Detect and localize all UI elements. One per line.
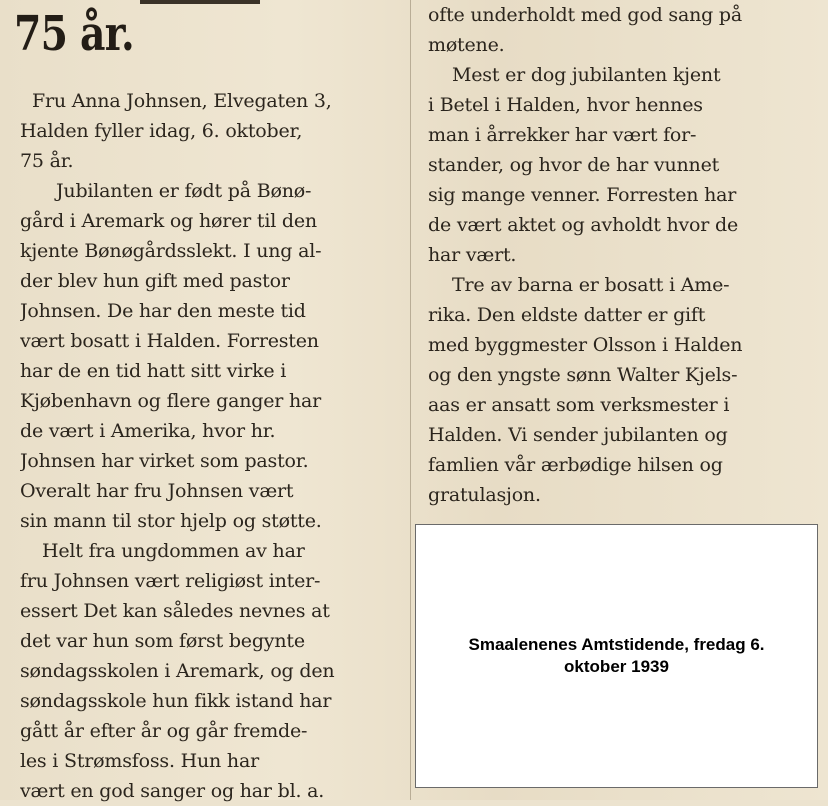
source-caption: Smaalenenes Amtstidende, fredag 6. oktober 1939	[468, 635, 765, 676]
text-line: Jubilanten er født på Bønø-	[56, 180, 312, 202]
text-line: 75 år.	[20, 150, 74, 172]
text-line: gått år efter år og går fremde-	[20, 720, 308, 742]
text-line: stander, og hvor de har vunnet	[428, 154, 720, 176]
text-line: de vært aktet og avholdt hvor de	[428, 214, 739, 236]
text-line: Overalt har fru Johnsen vært	[20, 480, 294, 502]
text-line: med byggmester Olsson i Halden	[428, 334, 743, 356]
text-line: ofte underholdt med god sang på	[428, 4, 743, 26]
text-line: Helt fra ungdommen av har	[42, 540, 305, 562]
text-line: gård i Aremark og hører til den	[20, 210, 317, 232]
text-line: sin mann til stor hjelp og støtte.	[20, 510, 322, 532]
text-line: essert Det kan således nevnes at	[20, 600, 330, 622]
text-line: Kjøbenhavn og flere ganger har	[20, 390, 322, 412]
text-line: har vært.	[428, 244, 517, 266]
text-line: de vært i Amerika, hvor hr.	[20, 420, 276, 442]
text-line: søndagsskolen i Aremark, og den	[20, 660, 335, 682]
text-line: Johnsen. De har den meste tid	[20, 300, 306, 322]
text-line: har de en tid hatt sitt virke i	[20, 360, 287, 382]
text-line: Mest er dog jubilanten kjent	[452, 64, 721, 86]
text-line: gratulasjon.	[428, 484, 541, 506]
text-line: vært bosatt i Halden. Forresten	[20, 330, 319, 352]
text-line: sig mange venner. Forresten har	[428, 184, 737, 206]
text-line: rika. Den eldste datter er gift	[428, 304, 706, 326]
text-line: der blev hun gift med pastor	[20, 270, 290, 292]
text-line: kjente Bønøgårdsslekt. I ung al-	[20, 240, 322, 262]
text-line: les i Strømsfoss. Hun har	[20, 750, 259, 772]
text-line: møtene.	[428, 34, 505, 56]
text-line: vært en god sanger og har bl. a.	[20, 780, 325, 802]
text-line: og den yngste sønn Walter Kjels-	[428, 364, 738, 386]
text-line: man i årrekker har vært for-	[428, 124, 697, 146]
text-line: søndagsskole hun fikk istand har	[20, 690, 332, 712]
text-line: det var hun som først begynte	[20, 630, 305, 652]
text-line: i Betel i Halden, hvor hennes	[428, 94, 703, 116]
source-caption-box	[415, 524, 818, 788]
top-rule	[140, 0, 260, 4]
text-line: Johnsen har virket som pastor.	[20, 450, 309, 472]
text-line: famlien vår ærbødige hilsen og	[428, 454, 723, 476]
text-line: Halden fyller idag, 6. oktober,	[20, 120, 303, 142]
text-line: aas er ansatt som verksmester i	[428, 394, 730, 416]
text-line: Tre av barna er bosatt i Ame-	[452, 274, 730, 296]
text-line: Halden. Vi sender jubilanten og	[428, 424, 728, 446]
right-column	[428, 0, 800, 510]
left-column	[20, 86, 390, 806]
text-line: fru Johnsen vært religiøst inter-	[20, 570, 321, 592]
column-divider	[410, 0, 411, 800]
article-heading: 75 år.	[14, 6, 134, 62]
text-line: Fru Anna Johnsen, Elvegaten 3,	[32, 90, 332, 112]
